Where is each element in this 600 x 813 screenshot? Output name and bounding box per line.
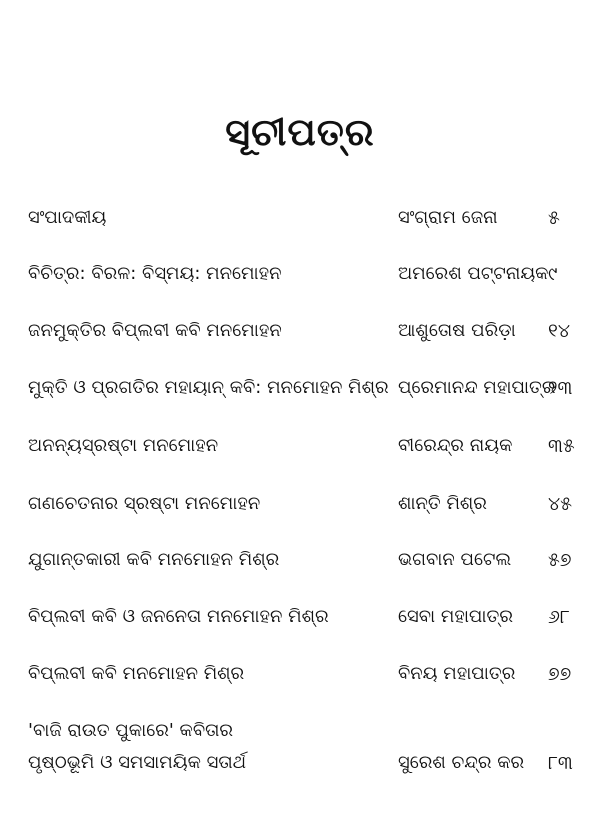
toc-entry-title: ଗଣଚେତନାର ସ୍ରଷ୍ଟା ମନମୋହନ <box>28 493 261 514</box>
toc-entry-author: ସୁରେଶ ଚନ୍ଦ୍ର କର <box>398 752 525 773</box>
toc-entry-title: ବିଚିତ୍ର: ବିରଳ: ବିସ୍ମୟ: ମନମୋହନ <box>28 263 282 284</box>
toc-entry-title: ଜନମୁକ୍ତିର ବିପ୍ଲବୀ କବି ମନମୋହନ <box>28 320 282 341</box>
page-title: ସୂଚୀପତ୍ର <box>225 110 375 154</box>
toc-entry-author: ସଂଗ୍ରାମ ଜେନା <box>398 207 498 228</box>
toc-entry-page: ୬୮ <box>548 606 570 628</box>
toc-entry-page: ୧୪ <box>548 320 571 342</box>
toc-entry-page: ୫ <box>548 207 560 229</box>
toc-entry-title: ଯୁଗାନ୍ତକାରୀ କବି ମନମୋହନ ମିଶ୍ର <box>28 549 280 570</box>
toc-entry-title-line1: 'ବାଜି ରାଉତ ପୁକାରେ' କବିତାର <box>28 720 234 741</box>
toc-entry-author: ଅମରେଶ ପଟ୍ଟନାୟକ <box>398 263 549 284</box>
toc-entry-author: ଶାନ୍ତି ମିଶ୍ର <box>398 493 487 514</box>
toc-entry-title: ମୁକ୍ତି ଓ ପ୍ରଗତିର ମହାୟାନ୍ କବି: ମନମୋହନ ମିଶ୍ର <box>28 377 389 398</box>
toc-entry-author: ସେବା ମହାପାତ୍ର <box>398 606 513 627</box>
toc-entry-author: ଆଶୁତୋଷ ପରିଡ଼ା <box>398 320 516 341</box>
toc-entry-author: ବିନୟ ମହାପାତ୍ର <box>398 663 516 684</box>
toc-entry-page: ୩୫ <box>548 435 575 457</box>
toc-entry-author: ବୀରେନ୍ଦ୍ର ନାୟକ <box>398 435 513 456</box>
toc-entry-page: ୭୭ <box>548 663 572 685</box>
toc-entry-author: ପ୍ରେମାନନ୍ଦ ମହାପାତ୍ର <box>398 377 556 398</box>
toc-entry-title: ଅନନ୍ୟସ୍ରଷ୍ଟା ମନମୋହନ <box>28 435 219 456</box>
toc-entry-page: ୮୩ <box>548 752 573 774</box>
toc-entry-title: ସଂପାଦକୀୟ <box>28 207 107 228</box>
toc-entry-page: ୫୭ <box>548 549 572 571</box>
toc-entry-author: ଭଗବାନ ପଟେଲ <box>398 549 512 570</box>
toc-entry-title-line2: ପୃଷ୍ଠଭୂମି ଓ ସମସାମୟିକ ସତାର୍ଥ <box>28 752 247 773</box>
toc-entry-page: ୪୫ <box>548 493 573 515</box>
toc-entry-title: ବିପ୍ଲବୀ କବି ମନମୋହନ ମିଶ୍ର <box>28 663 245 684</box>
toc-entry-title: ବିପ୍ଲବୀ କବି ଓ ଜନନେତା ମନମୋହନ ମିଶ୍ର <box>28 606 329 627</box>
toc-entry-page: ୯ <box>548 263 558 285</box>
toc-entry-page: ୨୩ <box>548 377 573 399</box>
